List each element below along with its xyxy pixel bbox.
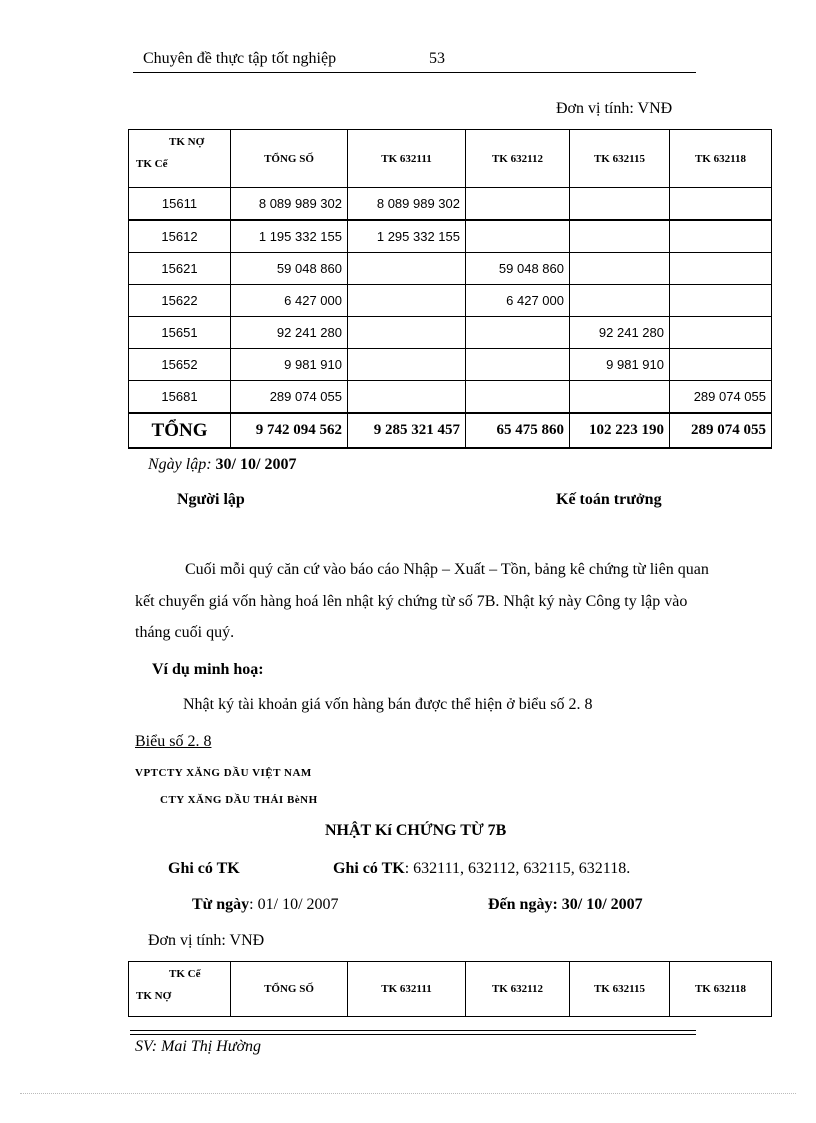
paragraph-2: Nhật ký tài khoản giá vốn hàng bán được thể hiện ở biểu số 2. 8: [183, 696, 593, 713]
total-value-cell: 289 074 055: [670, 413, 772, 448]
date-made-value: 30/ 10/ 2007: [215, 456, 297, 473]
account-cell: 15621: [129, 253, 231, 285]
column-header: TK 632112: [466, 130, 570, 188]
total-cell: 59 048 860: [231, 253, 348, 285]
example-label: Ví dụ minh hoạ:: [152, 661, 264, 678]
credit-accounts: : 632111, 632112, 632115, 632118.: [404, 860, 631, 877]
value-cell: [348, 381, 466, 414]
total-value-cell: 102 223 190: [570, 413, 670, 448]
table-header-row: [129, 962, 772, 1017]
page-number: 53: [429, 50, 445, 67]
account-cell: 15681: [129, 381, 231, 414]
org-line-1: VPTCTY XĂNG DẦU VIỆT NAM: [135, 767, 312, 779]
table-row: [129, 253, 772, 285]
total-cell: 9 981 910: [231, 349, 348, 381]
column-header: TK 632118: [670, 962, 772, 1017]
grand-total-cell: 9 742 094 562: [231, 413, 348, 448]
column-header: TK 632118: [670, 130, 772, 188]
value-cell: [670, 285, 772, 317]
account-cell: 15651: [129, 317, 231, 349]
value-cell: [570, 188, 670, 221]
cost-allocation-table: [128, 129, 772, 449]
table-header-row: [129, 130, 772, 188]
value-cell: [466, 381, 570, 414]
value-cell: 6 427 000: [466, 285, 570, 317]
credit-label-2: Ghi có TK: [333, 860, 405, 877]
corner-top-label: TK NỢ: [169, 136, 205, 148]
table-row: [129, 220, 772, 253]
total-cell: 6 427 000: [231, 285, 348, 317]
column-header: TỔNG SỐ: [231, 962, 348, 1017]
to-date: [488, 896, 643, 914]
footer-author: SV: Mai Thị Hường: [135, 1038, 261, 1055]
column-header: TK 632111: [348, 962, 466, 1017]
unit-label: Đơn vị tính: VNĐ: [556, 100, 673, 117]
org-line-2: CTY XĂNG DẦU THÁI BèNH: [160, 794, 318, 806]
signer-chief-accountant: Kế toán trưởng: [556, 491, 662, 508]
corner-bottom-label: TK Cể: [136, 158, 168, 170]
figure-label: Biểu số 2. 8: [135, 733, 212, 750]
date-made-label: Ngày lập:: [148, 456, 212, 473]
corner-cell: [129, 130, 231, 188]
signer-maker: Người lập: [177, 491, 245, 508]
column-header: TỔNG SỐ: [231, 130, 348, 188]
value-cell: 1 295 332 155: [348, 220, 466, 253]
value-cell: [670, 349, 772, 381]
value-cell: [570, 253, 670, 285]
total-label: TỔNG: [129, 413, 231, 448]
to-label: Đến ngày: [488, 896, 553, 913]
value-cell: [670, 317, 772, 349]
value-cell: [466, 220, 570, 253]
total-cell: 1 195 332 155: [231, 220, 348, 253]
value-cell: 8 089 989 302: [348, 188, 466, 221]
footer-rule: [130, 1030, 696, 1035]
corner-cell: [129, 962, 231, 1017]
from-label: Từ ngày: [192, 896, 250, 913]
credit-account-line: [168, 860, 240, 878]
value-cell: [466, 349, 570, 381]
table-row: [129, 285, 772, 317]
column-header: TK 632111: [348, 130, 466, 188]
value-cell: [570, 381, 670, 414]
total-cell: 92 241 280: [231, 317, 348, 349]
value-cell: [570, 220, 670, 253]
column-header: TK 632115: [570, 962, 670, 1017]
page-header: [133, 50, 696, 73]
value-cell: [348, 349, 466, 381]
column-header: TK 632115: [570, 130, 670, 188]
total-value-cell: 9 285 321 457: [348, 413, 466, 448]
table-row: [129, 317, 772, 349]
account-cell: 15652: [129, 349, 231, 381]
journal-title: NHẬT Kí CHỨNG TỪ 7B: [325, 822, 507, 839]
value-cell: [670, 220, 772, 253]
header-title: Chuyên đề thực tập tốt nghiệp: [143, 50, 337, 67]
unit-label-2: Đơn vị tính: VNĐ: [148, 932, 265, 949]
value-cell: 92 241 280: [570, 317, 670, 349]
total-cell: 289 074 055: [231, 381, 348, 414]
from-value: : 01/ 10/ 2007: [249, 896, 339, 913]
value-cell: [466, 317, 570, 349]
column-header: TK 632112: [466, 962, 570, 1017]
from-date: [192, 896, 339, 914]
value-cell: [670, 253, 772, 285]
total-cell: 8 089 989 302: [231, 188, 348, 221]
table-row: [129, 381, 772, 414]
date-made: [148, 456, 296, 474]
to-value: : 30/ 10/ 2007: [552, 896, 643, 913]
paragraph-1: Cuối mỗi quý căn cứ vào báo cáo Nhập – Xuất – Tồn, bảng kê chứng từ liên quan kết chuyển giá vốn hàng hoá lên nhật ký chứng từ số 7B. Nhật ký này Công ty lập vào tháng cuối quý.: [135, 561, 709, 641]
corner-top-label: TK Cể: [169, 968, 201, 980]
value-cell: 9 981 910: [570, 349, 670, 381]
value-cell: 59 048 860: [466, 253, 570, 285]
account-cell: 15612: [129, 220, 231, 253]
value-cell: [466, 188, 570, 221]
credit-label: Ghi có TK: [168, 860, 240, 877]
value-cell: [670, 188, 772, 221]
credit-accounts-line: [333, 860, 630, 878]
page-edge-line: [20, 1093, 796, 1094]
value-cell: [570, 285, 670, 317]
value-cell: [348, 253, 466, 285]
journal-7b-table: [128, 961, 772, 1017]
total-value-cell: 65 475 860: [466, 413, 570, 448]
total-row: [129, 413, 772, 448]
value-cell: [348, 285, 466, 317]
value-cell: [348, 317, 466, 349]
corner-bottom-label: TK NỢ: [136, 990, 172, 1002]
value-cell: 289 074 055: [670, 381, 772, 414]
account-cell: 15611: [129, 188, 231, 221]
account-cell: 15622: [129, 285, 231, 317]
table-row: [129, 188, 772, 221]
table-row: [129, 349, 772, 381]
